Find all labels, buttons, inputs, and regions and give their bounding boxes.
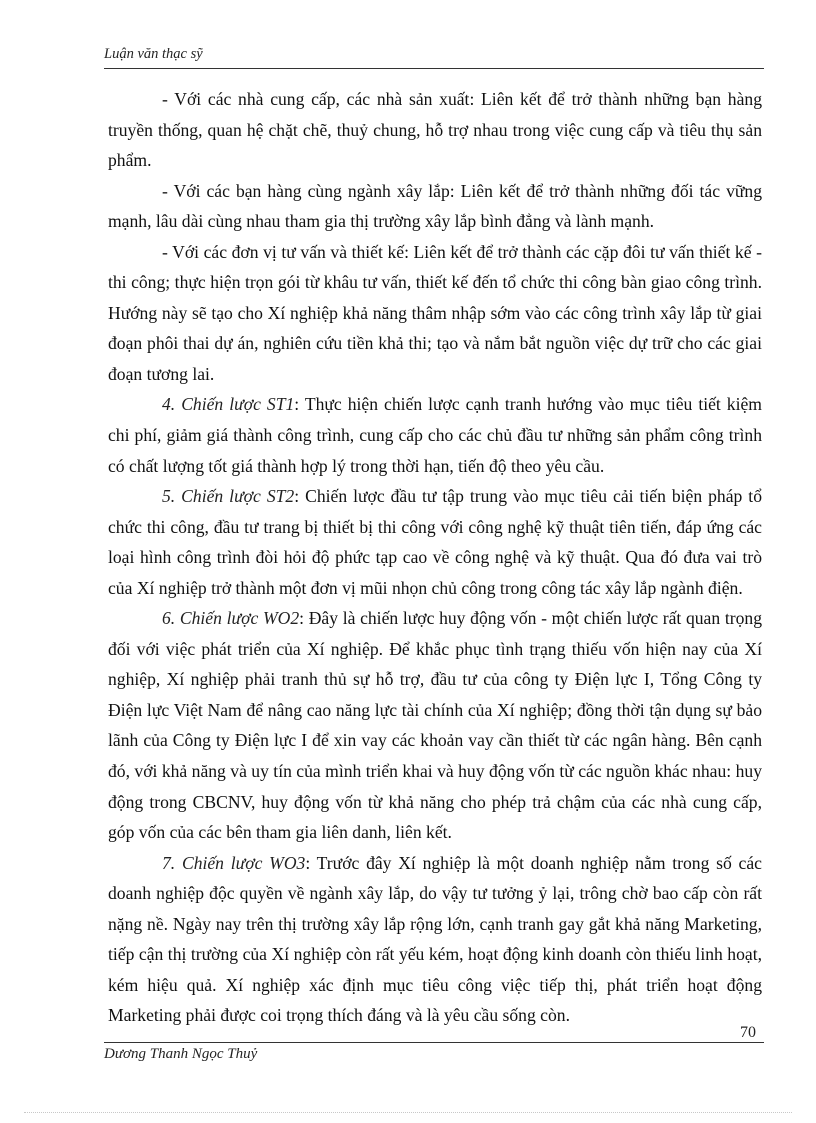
running-header: Luận văn thạc sỹ [104,46,203,62]
paragraph-consultants: - Với các đơn vị tư vấn và thiết kế: Liên kết để trở thành các cặp đôi tư vấn thiết kế - thi công; thực hiện trọn gói từ khâu tư vấn, thiết kế đến tổ chức thi công bàn giao công trình. Hướng này sẽ tạo cho Xí nghiệp khả năng thâm nhập sớm vào các công trình xây lắp từ giai đoạn phôi thai dự án, nghiên cứu tiền khả thi; tạo và nắm bắt nguồn việc dự trữ cho các giai đoạn tương lai. [108,241,762,384]
paragraph-strategy-st2 [108,481,762,603]
strategy-wo3-heading: 7. Chiến lược WO3 [162,852,306,873]
paragraph-strategy-st1 [108,389,762,481]
page-number: 70 [740,1024,756,1041]
strategy-st1-heading: 4. Chiến lược ST1 [162,394,295,415]
strategy-wo3-text: : Trước đây Xí nghiệp là một doanh nghiệp nằm trong số các doanh nghiệp độc quyền về ngành xây lắp, do vậy tư tưởng ỷ lại, trông chờ bao cấp còn rất nặng nề. Ngày nay trên thị trường xây lắp rộng lớn, cạnh tranh gay gắt khả năng Marketing, tiếp cận thị trường của Xí nghiệp còn rất yếu kém, hoạt động kinh doanh còn thiếu linh hoạt, kém hiệu quả. Xí nghiệp xác định mục tiêu công việc tiếp thị, phát triển hoạt động Marketing phải được coi trọng thích đáng và là yêu cầu sống còn. [108,852,762,1026]
page-frame [104,40,764,1080]
footer-rule [104,1042,764,1043]
paragraph-strategy-wo3 [108,848,762,1031]
strategy-st2-text: : Chiến lược đầu tư tập trung vào mục tiêu cải tiến biện pháp tổ chức thi công, đầu tư trang bị thiết bị thi công với công nghệ kỹ thuật tiên tiến, đáp ứng các loại hình công trình đòi hỏi độ phức tạp cao về công nghệ và kỹ thuật. Qua đó đưa vai trò của Xí nghiệp trở thành một đơn vị mũi nhọn chủ công trong công tác xây lắp ngành điện. [108,486,762,598]
body-text [108,84,762,1031]
page-bottom-dotted-line [24,1112,792,1113]
paragraph-partners: - Với các bạn hàng cùng ngành xây lắp: Liên kết để trở thành những đối tác vững mạnh, lâu dài cùng nhau tham gia thị trường xây lắp bình đẳng và lành mạnh. [108,180,762,232]
strategy-st2-heading: 5. Chiến lược ST2 [162,486,295,507]
paragraph-strategy-wo2 [108,603,762,847]
paragraph-suppliers: - Với các nhà cung cấp, các nhà sản xuất: Liên kết để trở thành những bạn hàng truyền thống, quan hệ chặt chẽ, thuỷ chung, hỗ trợ nhau trong việc cung cấp và tiêu thụ sản phẩm. [108,89,762,171]
header-rule [104,68,764,69]
strategy-wo2-heading: 6. Chiến lược WO2 [162,608,300,629]
footer-author: Dương Thanh Ngọc Thuỷ [104,1046,258,1062]
strategy-st1-text: : Thực hiện chiến lược cạnh tranh hướng vào mục tiêu tiết kiệm chi phí, giảm giá thành công trình, cung cấp cho các chủ đầu tư những sản phẩm công trình có chất lượng tốt giá thành hợp lý trong thời hạn, tiến độ theo yêu cầu. [108,394,762,476]
strategy-wo2-text: : Đây là chiến lược huy động vốn - một chiến lược rất quan trọng đối với việc phát triển của Xí nghiệp. Để khắc phục tình trạng thiếu vốn hiện nay của Xí nghiệp, Xí nghiệp phải tranh thủ sự hỗ trợ, đầu tư của công ty Điện lực I, Tổng Công ty Điện lực Việt Nam để nâng cao năng lực tài chính của Xí nghiệp; đồng thời tận dụng sự bảo lãnh của Công ty Điện lực I để xin vay các khoản vay cần thiết từ các ngân hàng. Bên cạnh đó, với khả năng và uy tín của mình triển khai và huy động vốn từ các nguồn khác nhau: huy động trong CBCNV, huy động vốn từ khả năng cho phép trả chậm của các nhà cung cấp, góp vốn của các bên tham gia liên danh, liên kết. [108,608,762,843]
